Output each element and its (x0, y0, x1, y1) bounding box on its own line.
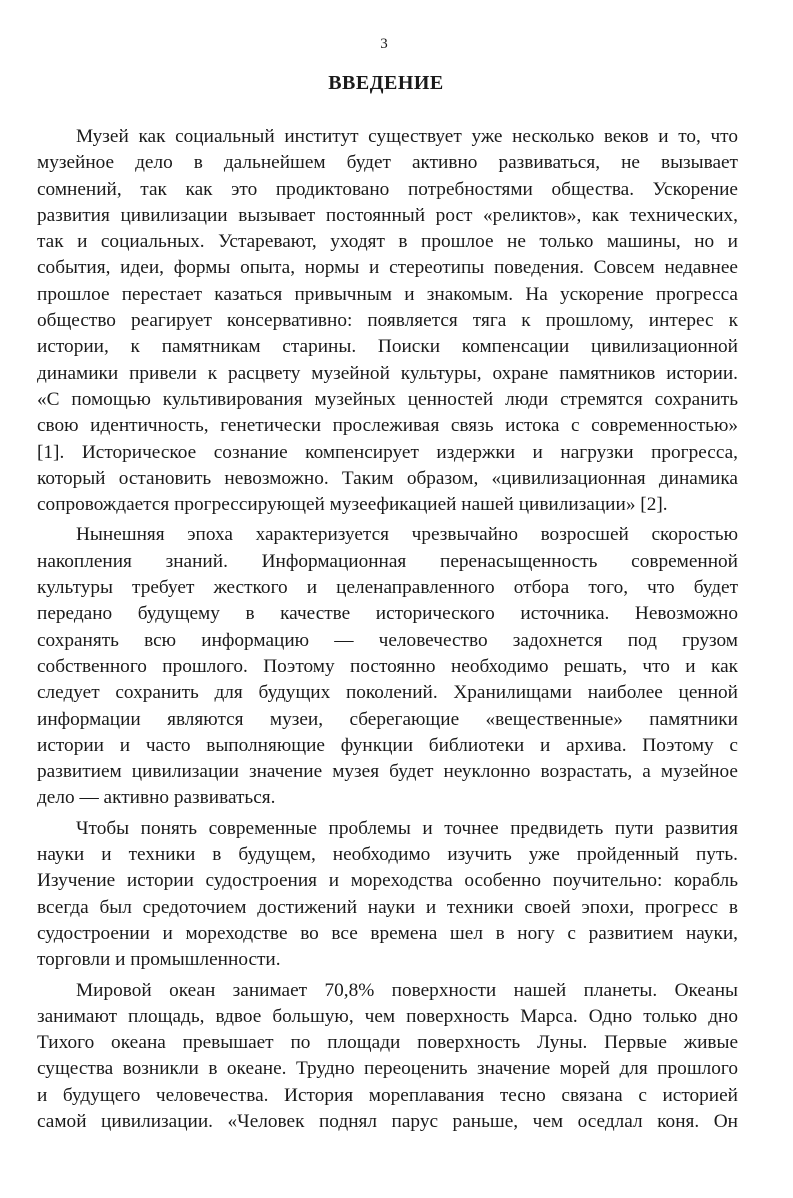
text-line: торговли и промышленности. (37, 949, 281, 971)
text-line: существа возникли в океане. Трудно переоценить значение морей для прошлого (37, 1058, 738, 1080)
text-line: судостроении и мореходстве во все времена шел в ногу с развитием науки, (37, 922, 738, 944)
text-line: следует сохранить для будущих поколений. Хранилищами наиболее ценной (37, 682, 738, 704)
paragraph (37, 816, 738, 974)
text-line: Чтобы понять современные проблемы и точнее предвидеть пути развития (76, 817, 738, 839)
text-line: накопления знаний. Информационная перенасыщенность современной (37, 550, 738, 572)
text-line: информации являются музеи, сберегающие «вещественные» памятники (37, 708, 738, 730)
text-line: который остановить невозможно. Таким образом, «цивилизационная динамика (37, 467, 738, 489)
text-line: Мировой океан занимает 70,8% поверхности нашей планеты. Океаны (76, 979, 738, 1001)
text-line: так и социальных. Устаревают, уходят в прошлое не только машины, но и (37, 231, 738, 253)
text-line: сопровождается прогрессирующей музеефикацией нашей цивилизации» [2]. (37, 494, 668, 516)
text-line: всегда был средоточием достижений науки и техники своей эпохи, прогресс в (37, 896, 738, 918)
text-line: свою идентичность, генетически прослеживая связь истока с современностью» (37, 415, 738, 437)
text-line: прошлое перестает казаться привычным и знакомым. На ускорение прогресса (37, 283, 738, 305)
text-line: Нынешняя эпоха характеризуется чрезвычайно возросшей скоростью (76, 524, 738, 546)
text-line: дело — активно развиваться. (37, 787, 276, 809)
text-line: Тихого океана превышает по площади поверхность Луны. Первые живые (37, 1032, 738, 1054)
text-line: науки и техники в будущем, необходимо изучить уже пройденный путь. (37, 844, 738, 866)
paragraph (37, 124, 738, 518)
text-line: и будущего человечества. История мореплавания тесно связана с историей (37, 1084, 738, 1106)
text-line: самой цивилизации. «Человек поднял парус раньше, чем оседлал коня. Он (37, 1110, 738, 1132)
page-title: ВВЕДЕНИЕ (328, 72, 444, 94)
text-line: события, идеи, формы опыта, нормы и стереотипы поведения. Совсем недавнее (37, 257, 738, 279)
body-text (37, 124, 738, 1135)
text-line: сомнений, так как это продиктовано потребностями общества. Ускорение (37, 178, 738, 200)
page-number: 3 (380, 36, 388, 52)
text-line: [1]. Историческое сознание компенсирует издержки и нагрузки прогресса, (37, 441, 738, 463)
text-line: общество реагирует консервативно: появляется тяга к прошлому, интерес к (37, 310, 738, 332)
text-line: передано будущему в качестве исторического источника. Невозможно (37, 603, 738, 625)
text-line: Изучение истории судостроения и мореходства особенно поучительно: корабль (37, 870, 738, 892)
text-line: развитием цивилизации значение музея будет неуклонно возрастать, а музейное (37, 761, 738, 783)
text-line: Музей как социальный институт существует уже несколько веков и то, что (76, 126, 738, 147)
paragraph (37, 522, 738, 811)
text-line: занимают площадь, вдвое большую, чем поверхность Марса. Одно только дно (37, 1005, 738, 1027)
text-line: собственного прошлого. Поэтому постоянно необходимо решать, что и как (37, 655, 738, 677)
text-line: сохранять всю информацию — человечество задохнется под грузом (37, 629, 738, 651)
text-line: «С помощью культивирования музейных ценностей люди стремятся сохранить (37, 388, 738, 410)
text-line: музейное дело в дальнейшем будет активно развиваться, не вызывает (37, 152, 738, 174)
text-line: развития цивилизации вызывает постоянный рост «реликтов», как технических, (37, 204, 738, 226)
paragraph (37, 978, 738, 1136)
text-line: динамики привели к расцвету музейной культуры, охране памятников истории. (37, 362, 738, 384)
text-line: культуры требует жесткого и целенаправленного отбора того, что будет (37, 577, 738, 599)
text-line: истории и часто выполняющие функции библиотеки и архива. Поэтому с (37, 734, 738, 756)
text-line: истории, к памятникам старины. Поиски компенсации цивилизационной (37, 336, 738, 358)
